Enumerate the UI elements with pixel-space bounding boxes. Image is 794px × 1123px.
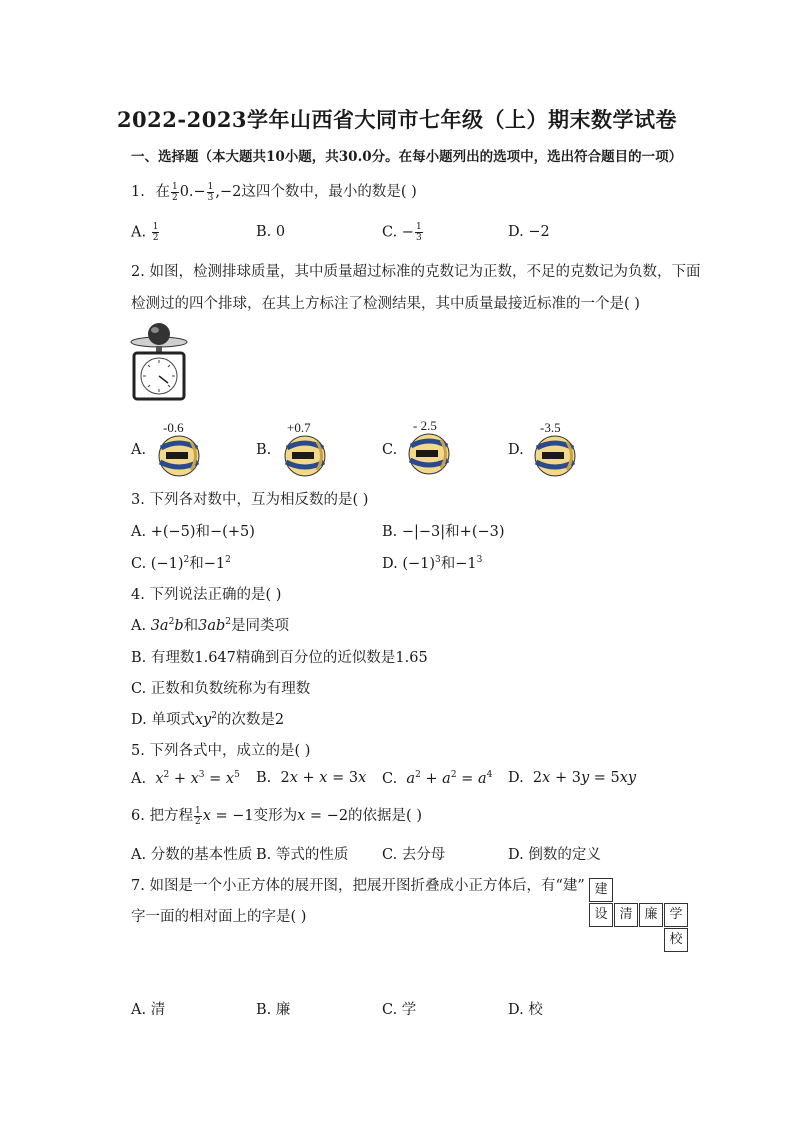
q1-option-b[interactable]: B. 0: [256, 224, 286, 240]
q5-option-a[interactable]: A. $x^2 + x^3 = x^5$: [131, 770, 240, 787]
q1-mid: 0.−: [179, 184, 206, 200]
q4-option-a[interactable]: A. $3a^2b$和$3ab^2$是同类项: [131, 617, 289, 634]
q7-option-c[interactable]: C. 学: [382, 1002, 417, 1018]
volleyball-icon: [156, 434, 202, 478]
q5-option-d[interactable]: D. 2x + 3y = 5xy: [508, 770, 637, 786]
q2-option-a[interactable]: A.: [131, 442, 147, 458]
section-heading: 一、选择题（本大题共10小题，共30.0分。在每小题列出的选项中，选出符合题目的一项）: [131, 149, 683, 165]
q6-option-c[interactable]: C. 去分母: [382, 847, 446, 863]
q4-option-c[interactable]: C. 正数和负数统称为有理数: [131, 681, 311, 697]
q4-option-b[interactable]: B. 有理数1.647精确到百分位的近似数是1.65: [131, 650, 428, 666]
q2-stem-line2: 检测过的四个排球，在其上方标注了检测结果，其中质量最接近标准的一个是( ): [131, 296, 640, 312]
net-cell-qing: 清: [614, 903, 638, 927]
q2-d-weight: -3.5: [540, 420, 561, 435]
q7-option-b[interactable]: B. 廉: [256, 1002, 291, 1018]
q6-option-a[interactable]: A. 分数的基本性质: [131, 847, 253, 863]
q6-option-b[interactable]: B. 等式的性质: [256, 847, 349, 863]
scale-icon: [128, 320, 190, 404]
q7-stem-line2: 字一面的相对面上的字是( ): [131, 909, 307, 925]
q3-stem: 3. 下列各对数中，互为相反数的是( ): [131, 492, 369, 508]
q1-c-fraction: $\frac{1}{3}$: [415, 222, 422, 243]
q7-option-a[interactable]: A. 清: [131, 1002, 166, 1018]
net-cell-she: 设: [589, 903, 613, 927]
q2-stem-line1: 2. 如图，检测排球质量，其中质量超过标准的克数记为正数，不足的克数记为负数，下面: [131, 264, 701, 280]
q7-option-d[interactable]: D. 校: [508, 1002, 543, 1018]
net-cell-xiao: 校: [664, 928, 688, 952]
net-cell-lian: 廉: [639, 903, 663, 927]
q6-fraction: $\frac{1}{2}$: [194, 805, 201, 827]
question-1: [131, 180, 417, 203]
q1-fraction-2: $\frac{1}{3}$: [207, 181, 214, 203]
volleyball-icon: [406, 432, 452, 476]
q5-stem: 5. 下列各式中，成立的是( ): [131, 743, 311, 759]
q4-stem: 4. 下列说法正确的是( ): [131, 587, 282, 603]
q6-option-d[interactable]: D. 倒数的定义: [508, 847, 601, 863]
volleyball-icon: [532, 434, 578, 478]
q1-option-c[interactable]: C. − $\frac{1}{3}$: [382, 222, 422, 243]
volleyball-icon: [282, 434, 328, 478]
page-title: 2022-2023学年山西省大同市七年级（上）期末数学试卷: [116, 107, 678, 132]
q1-pre: 在: [155, 184, 170, 200]
q3-option-d[interactable]: D. $(-1)^3$和$-1^3$: [382, 555, 483, 572]
q6-stem: 6. 把方程 $\frac{1}{2}$ x = −1变形为x = −2的依据是( ): [131, 805, 422, 827]
q2-c-weight: - 2.5: [413, 418, 437, 433]
net-cell-xue: 学: [664, 903, 688, 927]
q2-a-weight: -0.6: [163, 420, 184, 435]
q1-number: 1.: [131, 184, 145, 200]
q5-option-b[interactable]: B. 2x + x = 3x: [256, 770, 367, 786]
q2-option-c[interactable]: C.: [382, 442, 398, 458]
q5-option-c[interactable]: C. $a^2 + a^2 = a^4$: [382, 770, 493, 787]
q3-option-a[interactable]: A. +(−5)和−(+5): [131, 524, 255, 540]
q1-a-fraction: $\frac{1}{2}$: [152, 222, 159, 243]
q1-fraction-1: $\frac{1}{2}$: [171, 181, 178, 203]
q3-option-b[interactable]: B. −|−3|和+(−3): [382, 524, 505, 540]
q1-option-a[interactable]: A. $\frac{1}{2}$: [131, 222, 159, 243]
net-cell-jian: 建: [589, 878, 613, 902]
q2-option-d[interactable]: D.: [508, 442, 524, 458]
q2-option-b[interactable]: B.: [256, 442, 272, 458]
q1-post: ,−2这四个数中，最小的数是( ): [215, 184, 417, 200]
q7-stem-line1: 7. 如图是一个小正方体的展开图，把展开图折叠成小正方体后，有“建”: [131, 878, 585, 894]
q4-option-d[interactable]: D. 单项式$xy^2$的次数是2: [131, 711, 285, 728]
q1-option-d[interactable]: D. −2: [508, 224, 550, 240]
q2-b-weight: +0.7: [287, 420, 311, 435]
q3-option-c[interactable]: C. $(-1)^2$和$-1^2$: [131, 555, 231, 572]
